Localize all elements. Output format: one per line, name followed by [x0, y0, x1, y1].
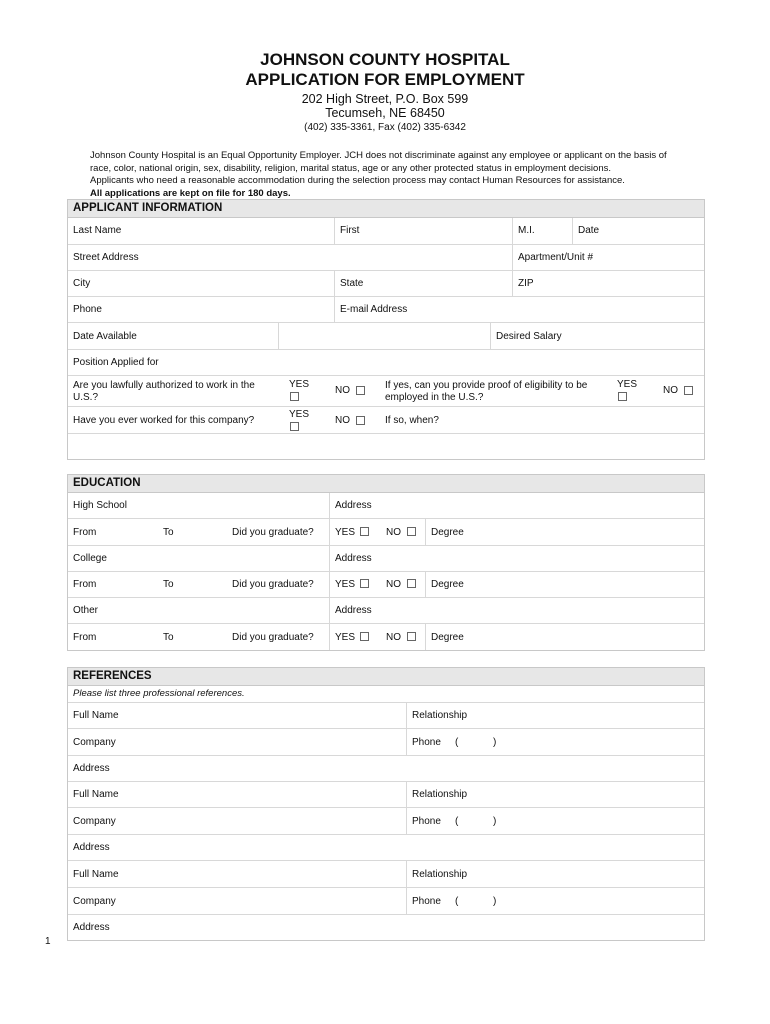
- email-field[interactable]: [334, 297, 704, 322]
- blank-row[interactable]: [68, 434, 704, 459]
- full-name-label: Full Name: [73, 869, 119, 880]
- college-degree-field[interactable]: [425, 572, 704, 597]
- to-label: To: [163, 579, 174, 590]
- from-label: From: [73, 579, 97, 590]
- area-code-close: ): [493, 896, 497, 907]
- no-label: NO: [386, 632, 401, 643]
- authorized-yes-checkbox[interactable]: [290, 392, 299, 401]
- date-available-label: Date Available: [73, 331, 137, 342]
- area-code-close: ): [493, 816, 497, 827]
- date-available-label-cell: [68, 323, 278, 349]
- ref-1-address-field[interactable]: [68, 756, 704, 781]
- city-field[interactable]: [68, 271, 334, 296]
- authorization-row: [68, 376, 704, 407]
- ref-2-full-name-field[interactable]: [68, 782, 406, 807]
- college-dates-row: [68, 572, 704, 598]
- company-label: Company: [73, 816, 116, 827]
- other-row: [68, 598, 704, 624]
- ref-2-phone-field[interactable]: [406, 808, 704, 834]
- high-school-label: High School: [73, 500, 127, 511]
- other-dates-row: [68, 624, 704, 650]
- if-so-when-label: If so, when?: [385, 415, 439, 426]
- reference-1-name-row: [68, 703, 704, 729]
- other-label: Other: [73, 605, 99, 616]
- reference-3-name-row: [68, 861, 704, 888]
- degree-label: Degree: [431, 632, 464, 643]
- worked-no-checkbox[interactable]: [356, 416, 365, 425]
- area-code-open: (: [455, 896, 459, 907]
- last-name-label: Last Name: [73, 225, 122, 236]
- proof-no-checkbox[interactable]: [684, 386, 693, 395]
- relationship-label: Relationship: [412, 869, 468, 880]
- worked-yes-checkbox[interactable]: [290, 422, 299, 431]
- hs-degree-field[interactable]: [425, 519, 704, 545]
- college-from-field[interactable]: [68, 572, 158, 597]
- graduate-label: Did you graduate?: [232, 632, 314, 643]
- retention-note: All applications are kept on file for 180 days.: [90, 187, 291, 199]
- degree-label: Degree: [431, 579, 464, 590]
- form-title: APPLICATION FOR EMPLOYMENT: [245, 70, 525, 89]
- area-code-open: (: [455, 816, 459, 827]
- phone-label: Phone: [73, 304, 102, 315]
- reference-3-company-row: [68, 888, 704, 915]
- desired-salary-field[interactable]: [490, 323, 704, 349]
- applicant-information-section: [67, 199, 705, 460]
- college-label: College: [73, 553, 107, 564]
- hs-no-checkbox[interactable]: [407, 527, 416, 536]
- other-no-checkbox[interactable]: [407, 632, 416, 641]
- first-name-field[interactable]: [334, 218, 512, 244]
- address-label: Address: [335, 553, 372, 564]
- address-label: Address: [335, 500, 372, 511]
- worked-before-question: Have you ever worked for this company?: [73, 415, 255, 426]
- address-line-1: 202 High Street, P.O. Box 599: [301, 92, 469, 106]
- company-label: Company: [73, 896, 116, 907]
- address-label: Address: [73, 922, 110, 933]
- proof-yes-label: YES: [617, 379, 638, 390]
- references-section: [67, 667, 705, 941]
- other-graduate-options: [329, 624, 425, 650]
- college-address-field[interactable]: [329, 546, 704, 571]
- education-section: [67, 474, 705, 651]
- section-heading: APPLICANT INFORMATION: [68, 200, 704, 218]
- phone-field[interactable]: [68, 297, 334, 322]
- middle-initial-field[interactable]: [512, 218, 572, 244]
- zip-field[interactable]: [512, 271, 704, 296]
- high-school-row: [68, 493, 704, 519]
- hospital-name: JOHNSON COUNTY HOSPITAL: [260, 50, 510, 69]
- name-row: [68, 218, 704, 245]
- city-label: City: [73, 278, 91, 289]
- eeo-line-1: Johnson County Hospital is an Equal Opportunity Employer. JCH does not discriminate against any employee or applicant on the basis of: [90, 150, 667, 161]
- yes-label: YES: [335, 632, 356, 643]
- from-label: From: [73, 527, 97, 538]
- position-field[interactable]: [68, 350, 704, 375]
- phone-label: Phone: [412, 737, 441, 748]
- college-row: [68, 546, 704, 572]
- prior-employment-row: [68, 407, 704, 434]
- proof-question: If yes, can you provide proof of eligibility to be employed in the U.S.?: [385, 380, 588, 403]
- state-label: State: [340, 278, 364, 289]
- reference-1-address-row: [68, 756, 704, 782]
- college-field[interactable]: [68, 546, 329, 571]
- eeo-line-2: race, color, national origin, sex, disability, religion, marital status, age or any other protected status in employment decisions.: [90, 162, 612, 174]
- yes-label: YES: [335, 579, 356, 590]
- state-field[interactable]: [334, 271, 512, 296]
- position-row: [68, 350, 704, 376]
- graduate-label: Did you graduate?: [232, 579, 314, 590]
- phone-label: Phone: [412, 896, 441, 907]
- company-label: Company: [73, 737, 116, 748]
- to-label: To: [163, 632, 174, 643]
- section-heading: EDUCATION: [68, 475, 704, 493]
- hs-from-field[interactable]: [68, 519, 158, 545]
- area-code-close: ): [493, 737, 497, 748]
- date-field[interactable]: [572, 218, 704, 244]
- hs-yes-checkbox[interactable]: [360, 527, 369, 536]
- from-label: From: [73, 632, 97, 643]
- ref-1-phone-field[interactable]: [406, 729, 704, 755]
- email-label: E-mail Address: [340, 304, 408, 315]
- ref-3-phone-field[interactable]: [406, 888, 704, 914]
- reference-2-address-row: [68, 835, 704, 861]
- position-label: Position Applied for: [73, 357, 159, 368]
- street-address-field[interactable]: [68, 245, 512, 270]
- hs-graduate-options: [329, 519, 425, 545]
- contact-row: [68, 297, 704, 323]
- ref-3-address-field[interactable]: [68, 915, 704, 940]
- authorized-question: Are you lawfully authorized to work in the U.S.?: [73, 380, 255, 403]
- hs-graduate-question: [227, 519, 329, 545]
- street-address-label: Street Address: [73, 252, 139, 263]
- ref-2-company-field[interactable]: [68, 808, 406, 834]
- date-label: Date: [578, 225, 600, 236]
- address-label: Address: [335, 605, 372, 616]
- worked-yes-label: YES: [289, 409, 310, 420]
- authorized-no-checkbox[interactable]: [356, 386, 365, 395]
- phone-label: Phone: [412, 816, 441, 827]
- apartment-field[interactable]: [512, 245, 704, 270]
- full-name-label: Full Name: [73, 789, 119, 800]
- other-degree-field[interactable]: [425, 624, 704, 650]
- mi-label: M.I.: [518, 225, 535, 236]
- proof-no-label: NO: [663, 385, 678, 396]
- college-graduate-question: [227, 572, 329, 597]
- section-heading: REFERENCES: [68, 668, 704, 686]
- worked-no-label: NO: [335, 415, 350, 426]
- eeo-statement: [90, 150, 705, 200]
- relationship-label: Relationship: [412, 789, 468, 800]
- city-row: [68, 271, 704, 297]
- phone-fax: (402) 335-3361, Fax (402) 335-6342: [304, 122, 466, 133]
- other-address-field[interactable]: [329, 598, 704, 623]
- ref-3-company-field[interactable]: [68, 888, 406, 914]
- other-school-field[interactable]: [68, 598, 329, 623]
- last-name-field[interactable]: [68, 218, 334, 244]
- full-name-label: Full Name: [73, 710, 119, 721]
- desired-salary-label: Desired Salary: [496, 331, 562, 342]
- reference-2-company-row: [68, 808, 704, 835]
- proof-yes-checkbox[interactable]: [618, 392, 627, 401]
- no-label: NO: [386, 527, 401, 538]
- date-available-field[interactable]: [278, 323, 490, 349]
- eeo-line-3: Applicants who need a reasonable accommodation during the selection process may contact Human Resources for assistance.: [90, 175, 625, 186]
- degree-label: Degree: [431, 527, 464, 538]
- high-school-dates-row: [68, 519, 704, 546]
- ref-1-relationship-field[interactable]: [406, 703, 704, 728]
- ref-3-relationship-field[interactable]: [406, 861, 704, 887]
- street-row: [68, 245, 704, 271]
- ref-3-full-name-field[interactable]: [68, 861, 406, 887]
- apartment-label: Apartment/Unit #: [518, 252, 594, 263]
- high-school-field[interactable]: [68, 493, 329, 518]
- availability-row: [68, 323, 704, 350]
- hs-to-field[interactable]: [158, 519, 227, 545]
- ref-2-address-field[interactable]: [68, 835, 704, 860]
- other-to-field[interactable]: [158, 624, 227, 650]
- other-from-field[interactable]: [68, 624, 158, 650]
- references-instruction: Please list three professional references.: [68, 686, 704, 703]
- first-name-label: First: [340, 225, 360, 236]
- other-yes-checkbox[interactable]: [360, 632, 369, 641]
- zip-label: ZIP: [518, 278, 534, 289]
- college-yes-checkbox[interactable]: [360, 579, 369, 588]
- reference-1-company-row: [68, 729, 704, 756]
- college-to-field[interactable]: [158, 572, 227, 597]
- authorized-no-label: NO: [335, 385, 350, 396]
- other-graduate-question: [227, 624, 329, 650]
- reference-2-name-row: [68, 782, 704, 808]
- yes-label: YES: [335, 527, 356, 538]
- ref-1-company-field[interactable]: [68, 729, 406, 755]
- college-no-checkbox[interactable]: [407, 579, 416, 588]
- authorized-yes-label: YES: [289, 379, 310, 390]
- address-label: Address: [73, 842, 110, 853]
- ref-1-full-name-field[interactable]: [68, 703, 406, 728]
- high-school-address-field[interactable]: [329, 493, 704, 518]
- area-code-open: (: [455, 737, 459, 748]
- relationship-label: Relationship: [412, 710, 468, 721]
- no-label: NO: [386, 579, 401, 590]
- graduate-label: Did you graduate?: [232, 527, 314, 538]
- to-label: To: [163, 527, 174, 538]
- address-label: Address: [73, 763, 110, 774]
- address-line-2: Tecumseh, NE 68450: [325, 106, 445, 120]
- ref-2-relationship-field[interactable]: [406, 782, 704, 807]
- page-number: 1: [45, 936, 51, 947]
- college-graduate-options: [329, 572, 425, 597]
- reference-3-address-row: [68, 915, 704, 940]
